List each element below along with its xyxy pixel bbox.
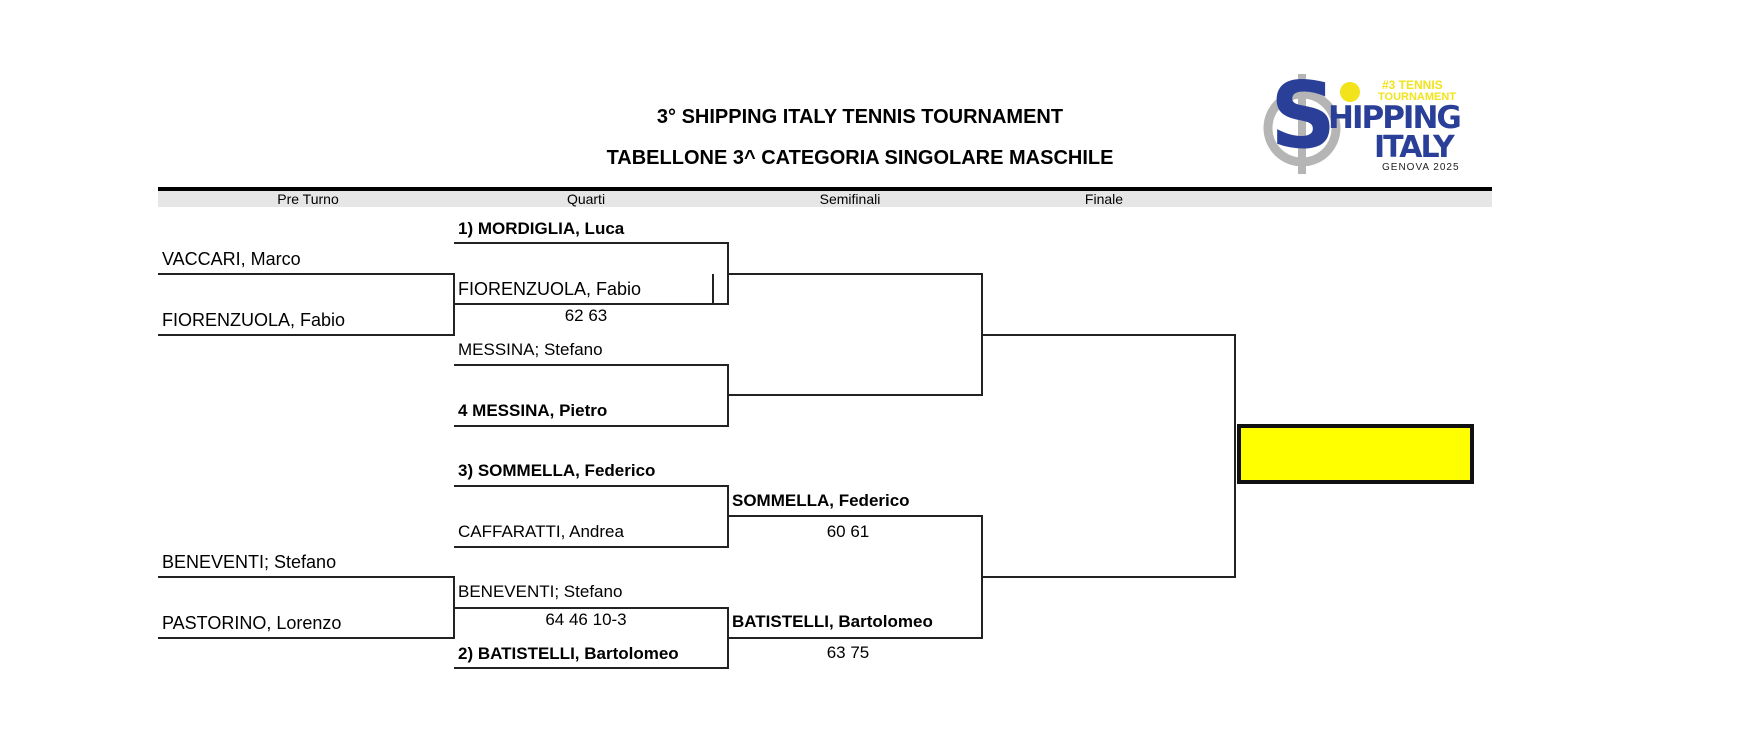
quarti-player-5: 3) SOMMELLA, Federico bbox=[458, 461, 656, 480]
pre-turno-player-3: BENEVENTI; Stefano bbox=[162, 552, 337, 572]
pre-turno-line-4 bbox=[158, 637, 454, 639]
pre-turno-line-2 bbox=[158, 334, 454, 336]
finale-connector bbox=[1234, 334, 1236, 578]
quarti-line-5 bbox=[454, 485, 729, 487]
semifinali-line-1 bbox=[728, 273, 983, 275]
quarti-player-1: 1) MORDIGLIA, Luca bbox=[458, 219, 625, 238]
pre-turno-line-1 bbox=[158, 273, 454, 275]
finale-line-1 bbox=[982, 334, 1236, 336]
pre-turno-player-1: VACCARI, Marco bbox=[162, 249, 301, 269]
column-header-semifinali: Semifinali bbox=[819, 191, 881, 207]
column-header-finale: Finale bbox=[1084, 191, 1124, 207]
quarti-line-7 bbox=[454, 607, 729, 609]
finale-line-2 bbox=[982, 576, 1236, 578]
pre-turno-score-1: 62 63 bbox=[564, 306, 608, 325]
logo-tag-line2: TOURNAMENT bbox=[1378, 91, 1457, 103]
column-header-quarti: Quarti bbox=[566, 191, 606, 207]
quarti-line-2 bbox=[454, 303, 729, 305]
quarti-score-3: 60 61 bbox=[826, 522, 870, 541]
tournament-logo bbox=[1262, 62, 1482, 176]
logo-word-italy: ITALY bbox=[1374, 130, 1453, 165]
quarti-player-2: FIORENZUOLA, Fabio bbox=[458, 279, 642, 299]
pre-turno-line-3 bbox=[158, 576, 454, 578]
logo-tag-line1: #3 TENNIS bbox=[1382, 78, 1443, 92]
quarti-line-1 bbox=[454, 242, 729, 244]
logo-s-letter: S bbox=[1270, 62, 1337, 169]
semifinali-line-3 bbox=[728, 515, 983, 517]
quarti-player-7: BENEVENTI; Stefano bbox=[458, 582, 623, 601]
semifinali-line-4 bbox=[728, 637, 983, 639]
quarti-line-6 bbox=[454, 546, 729, 548]
pre-turno-score-2: 64 46 10-3 bbox=[545, 610, 627, 629]
semifinali-player-3: SOMMELLA, Federico bbox=[732, 491, 910, 510]
quarti-player-6: CAFFARATTI, Andrea bbox=[458, 522, 624, 541]
pre-turno-player-2: FIORENZUOLA, Fabio bbox=[162, 310, 346, 330]
logo-word-shipping: HIPPING bbox=[1328, 100, 1460, 136]
semifinali-line-2 bbox=[728, 394, 983, 396]
quarti-player-8: 2) BATISTELLI, Bartolomeo bbox=[458, 644, 679, 663]
quarti-tick-1 bbox=[712, 274, 714, 304]
logo-city: GENOVA 2025 bbox=[1382, 162, 1460, 173]
semifinali-player-4: BATISTELLI, Bartolomeo bbox=[732, 612, 933, 631]
winner-box bbox=[1237, 424, 1474, 484]
quarti-line-3 bbox=[454, 364, 729, 366]
quarti-line-4 bbox=[454, 425, 729, 427]
quarti-player-4: 4 MESSINA, Pietro bbox=[458, 401, 608, 420]
page-subtitle: TABELLONE 3^ CATEGORIA SINGOLARE MASCHILE bbox=[606, 147, 1114, 169]
quarti-line-8 bbox=[454, 667, 729, 669]
column-header-pre-turno: Pre Turno bbox=[277, 191, 339, 207]
quarti-player-3: MESSINA; Stefano bbox=[458, 340, 603, 359]
page-title: 3° SHIPPING ITALY TENNIS TOURNAMENT bbox=[656, 106, 1064, 128]
quarti-score-4: 63 75 bbox=[826, 643, 870, 662]
pre-turno-player-4: PASTORINO, Lorenzo bbox=[162, 613, 342, 633]
